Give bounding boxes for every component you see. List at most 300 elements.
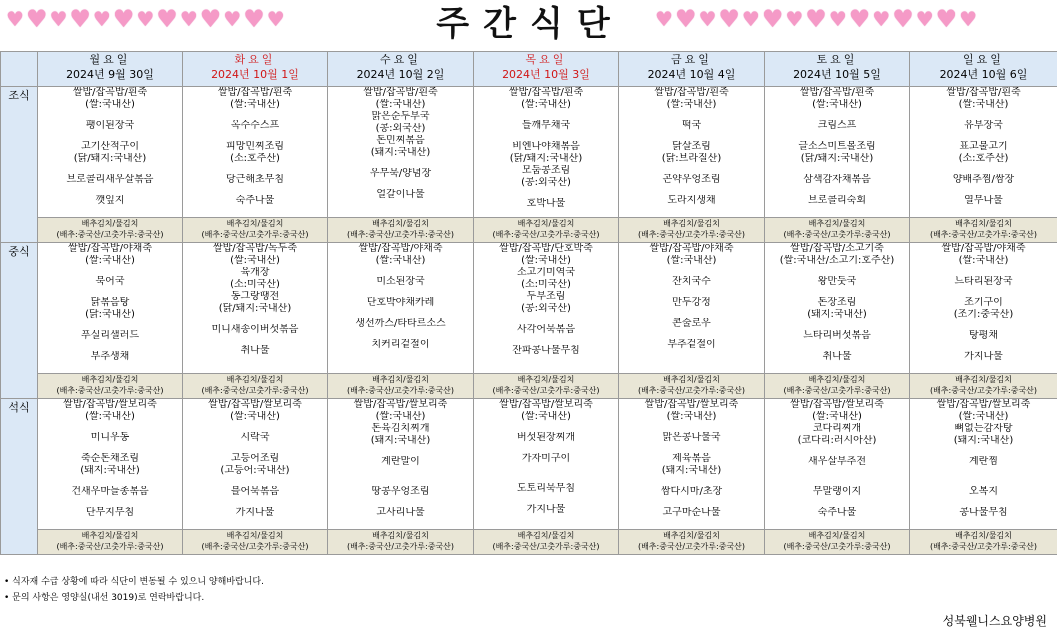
heart-icon: ♥ [655, 7, 673, 31]
menu-item: 고기산적구이 [81, 141, 139, 152]
menu-cell [328, 243, 474, 374]
day-name: 목요일 [525, 53, 567, 66]
day-name: 월요일 [89, 53, 131, 66]
corner-cell [1, 52, 38, 87]
kimchi-name: 배추김치/물김치 [663, 531, 720, 540]
menu-item: (돼지:국내산) [953, 435, 1014, 446]
menu-item: (소:미국산) [521, 279, 571, 290]
kimchi-cell [183, 374, 328, 399]
heart-icon: ♥ [6, 7, 24, 31]
heart-icon: ♥ [223, 7, 242, 31]
kimchi-cell [328, 374, 474, 399]
heart-icon: ♥ [136, 7, 155, 31]
kimchi-origin: (배추:중국산/고춧가루:중국산) [346, 230, 455, 239]
menu-cell [474, 87, 619, 218]
kimchi-cell [765, 218, 910, 243]
day-header-4 [619, 52, 765, 87]
day-date: 2024년 10월 1일 [211, 68, 299, 81]
menu-item: 미니새송이버섯볶음 [211, 324, 299, 335]
day-date: 2024년 10월 4일 [647, 68, 736, 81]
menu-item: 취나물 [822, 351, 852, 362]
menu-item: 쌀밥/잡곡밥/흰죽 [654, 87, 729, 98]
menu-item: (닭/돼지:국내산) [218, 303, 292, 314]
kimchi-origin: (배추:중국산/고춧가루:중국산) [637, 230, 746, 239]
menu-item: 양배추찜/쌈장 [952, 174, 1015, 185]
menu-item: (쌀:국내산) [85, 411, 135, 422]
menu-item: 가자미구이 [521, 453, 571, 464]
heart-icon: ♥ [674, 5, 697, 33]
menu-item: 동그랑땡전 [230, 291, 280, 302]
menu-item: 돈육김치찌개 [371, 423, 430, 434]
menu-item: 사각어묵볶음 [517, 324, 575, 335]
heart-icon: ♥ [49, 7, 68, 31]
menu-cell [183, 399, 328, 530]
menu-item: 돈장조림 [817, 297, 857, 308]
menu-item: 만두강정 [672, 297, 711, 308]
menu-cell [765, 399, 910, 530]
menu-cell [38, 399, 183, 530]
kimchi-cell [474, 218, 619, 243]
menu-item: (쌀:국내산) [666, 255, 717, 266]
kimchi-origin: (배추:중국산/고춧가루:중국산) [637, 386, 746, 395]
menu-item: 쌀밥/잡곡밥/쌀보리죽 [353, 399, 448, 410]
menu-item: (돼지:국내산) [370, 147, 431, 158]
menu-item: 콘술로우 [672, 318, 711, 329]
menu-item: (쌀:국내산) [230, 411, 280, 422]
kimchi-name: 배추김치/물김치 [808, 375, 866, 384]
menu-item: 쌀밥/잡곡밥/쌀보리죽 [499, 399, 593, 410]
menu-item: (쌀:국내산) [375, 99, 426, 110]
menu-item: 버섯된장찌개 [517, 432, 575, 443]
menu-item: 쌀밥/잡곡밥/흰죽 [508, 87, 584, 98]
kimchi-cell [619, 218, 765, 243]
kimchi-cell [765, 530, 910, 555]
heart-icon: ♥ [69, 5, 91, 33]
menu-item: (닭/돼지:국내산) [509, 153, 583, 164]
heart-icon: ♥ [805, 5, 827, 33]
menu-item: 잔치국수 [672, 276, 711, 287]
menu-item: 쌀밥/잡곡밥/야채죽 [358, 243, 443, 254]
menu-item: 두부조림 [526, 291, 566, 302]
hospital-name: 성북웰니스요양병원 [942, 614, 1047, 628]
day-header-3 [474, 52, 619, 87]
menu-item: (콩:외국산) [521, 177, 571, 188]
menu-item: 쌀밥/잡곡밥/야채죽 [941, 243, 1026, 254]
menu-item: 비엔나야채볶음 [512, 141, 580, 152]
menu-cell [910, 87, 1057, 218]
menu-item: 도토리묵무침 [517, 483, 575, 494]
menu-item: 깻잎지 [95, 195, 125, 206]
kimchi-origin: (배추:중국산/고춧가루:중국산) [346, 542, 455, 551]
meal-row-1 [1, 243, 1057, 374]
menu-item: 가지나물 [235, 507, 275, 518]
menu-item: 옥수수스프 [230, 120, 280, 131]
kimchi-origin: (배추:중국산/고춧가루:중국산) [492, 230, 600, 239]
menu-item: (쌀:국내산) [812, 99, 862, 110]
menu-cell [765, 87, 910, 218]
menu-item: 부추생채 [90, 351, 130, 362]
menu-item: 쌀밥/잡곡밥/흰죽 [217, 87, 293, 98]
kimchi-row [1, 530, 1057, 555]
menu-item: (쌀:국내산) [230, 255, 280, 266]
day-header-6 [910, 52, 1057, 87]
menu-item: (쌀:국내산) [375, 411, 426, 422]
kimchi-origin: (배추:중국산/고춧가루:중국산) [56, 542, 164, 551]
kimchi-cell [38, 530, 183, 555]
menu-item: 치커리겉절이 [371, 339, 430, 350]
heart-decoration-right [655, 5, 978, 34]
day-name: 일요일 [963, 53, 1004, 66]
menu-cell [38, 243, 183, 374]
menu-item: 숙주나물 [235, 195, 275, 206]
menu-item: (쌀:국내산) [521, 255, 571, 266]
menu-item: 삼색감자채볶음 [803, 174, 871, 185]
kimchi-origin: (배추:중국산/고춧가루:중국산) [492, 542, 600, 551]
menu-item: (쌀:국내산) [85, 255, 135, 266]
menu-item: 계란찜 [969, 456, 998, 467]
menu-item: 우무묵/양념장 [369, 168, 432, 179]
menu-item: 단무지무침 [85, 507, 135, 518]
menu-item: 푸실리샐러드 [81, 330, 139, 341]
menu-item: 쌀밥/잡곡밥/흰죽 [799, 87, 875, 98]
heart-icon: ♥ [179, 7, 198, 31]
menu-item: 콩나물무침 [959, 507, 1008, 518]
kimchi-cell [910, 218, 1057, 243]
menu-item: 브로콜리새우살볶음 [66, 174, 154, 185]
menu-item: 도라지생채 [667, 195, 716, 206]
heart-icon: ♥ [848, 5, 871, 33]
menu-cell [619, 87, 765, 218]
menu-item: 미소된장국 [376, 276, 425, 287]
kimchi-origin: (배추:중국산/고춧가루:중국산) [783, 386, 891, 395]
menu-item: (돼지:국내산) [807, 309, 867, 320]
kimchi-cell [910, 530, 1057, 555]
menu-item: 닭살조림 [672, 141, 711, 152]
day-date: 2024년 10월 3일 [502, 68, 590, 81]
menu-cell [183, 243, 328, 374]
kimchi-name: 배추김치/물김치 [81, 219, 139, 228]
menu-cell [328, 399, 474, 530]
menu-item: 뼈없는감자탕 [954, 423, 1013, 434]
day-name: 토요일 [816, 53, 858, 66]
menu-item: (콩:외국산) [375, 123, 426, 134]
kimchi-name: 배추김치/물김치 [81, 375, 139, 384]
kimchi-cell [183, 530, 328, 555]
kimchi-origin: (배추:중국산/고춧가루:중국산) [201, 230, 309, 239]
menu-item: 쌀밥/잡곡밥/쌀보리죽 [936, 399, 1031, 410]
menu-item: 새우살부추전 [808, 456, 866, 467]
menu-item: (닭:브라질산) [661, 153, 722, 164]
heart-icon: ♥ [959, 7, 978, 31]
kimchi-cell [328, 530, 474, 555]
heart-icon: ♥ [112, 5, 135, 33]
menu-item: 숙주나물 [817, 507, 857, 518]
menu-item: 쌀밥/잡곡밥/흰죽 [946, 87, 1021, 98]
heart-icon: ♥ [935, 5, 958, 33]
kimchi-name: 배추김치/물김치 [955, 375, 1012, 384]
menu-item: (쌀:국내산/소고기:호주산) [779, 255, 895, 266]
menu-item: 잔파콩나물무침 [512, 345, 580, 356]
menu-item: 취나물 [240, 345, 270, 356]
menu-item: 쌀밥/잡곡밥/쌀보리죽 [644, 399, 739, 410]
day-name: 수요일 [380, 53, 421, 66]
weekly-menu-table [0, 51, 1057, 555]
day-date: 2024년 10월 6일 [939, 68, 1028, 81]
menu-cell [38, 87, 183, 218]
menu-item: (쌀:국내산) [230, 99, 280, 110]
menu-cell [328, 87, 474, 218]
menu-item: 느타리된장국 [954, 276, 1013, 287]
heart-icon: ♥ [698, 7, 717, 31]
menu-item: 쌈다시마/초장 [660, 486, 723, 497]
kimchi-origin: (배추:중국산/고춧가루:중국산) [201, 542, 309, 551]
day-date: 2024년 10월 5일 [793, 68, 881, 81]
menu-item: (쌀:국내산) [521, 411, 571, 422]
menu-item: (닭/돼지:국내산) [73, 153, 147, 164]
meal-label: 중식 [1, 243, 38, 399]
menu-item: 맑은콩나물국 [662, 432, 721, 443]
heart-icon: ♥ [156, 5, 178, 33]
kimchi-origin: (배추:중국산/고춧가루:중국산) [929, 386, 1038, 395]
note-line: • 문의 사항은 영양실(내선 3019)로 연락바랍니다. [4, 593, 205, 603]
day-date: 2024년 10월 2일 [356, 68, 445, 81]
kimchi-origin: (배추:중국산/고춧가루:중국산) [929, 542, 1038, 551]
day-header-2 [328, 52, 474, 87]
heart-icon: ♥ [266, 7, 285, 31]
kimchi-name: 배추김치/물김치 [663, 219, 720, 228]
menu-cell [474, 399, 619, 530]
kimchi-name: 배추김치/물김치 [955, 531, 1012, 540]
menu-item: (닭:국내산) [85, 309, 135, 320]
menu-cell [910, 243, 1057, 374]
menu-item: 쌀밥/잡곡밥/쌀보리죽 [63, 399, 157, 410]
menu-item: 고구마순나물 [662, 507, 721, 518]
heart-icon: ♥ [92, 7, 111, 31]
kimchi-cell [474, 374, 619, 399]
menu-item: 닭볶음탕 [90, 297, 130, 308]
kimchi-row [1, 374, 1057, 399]
menu-item: 쌀밥/잡곡밥/쌀보리죽 [208, 399, 302, 410]
menu-item: 가지나물 [526, 504, 566, 515]
meal-row-2 [1, 399, 1057, 530]
kimchi-name: 배추김치/물김치 [81, 531, 139, 540]
menu-item: 조기구이 [964, 297, 1003, 308]
kimchi-origin: (배추:중국산/고춧가루:중국산) [929, 230, 1038, 239]
menu-item: 고사리나물 [376, 507, 425, 518]
menu-item: 브로콜리숙회 [808, 195, 866, 206]
kimchi-name: 배추김치/물김치 [372, 531, 429, 540]
menu-item: (소:호주산) [230, 153, 280, 164]
menu-item: 돈민찌볶음 [376, 135, 425, 146]
menu-item: 탕평채 [969, 330, 998, 341]
note-line: • 식자재 수급 상황에 따라 식단이 변동될 수 있으니 양해바랍니다. [4, 577, 264, 587]
menu-item: 생선까스/타타르소스 [355, 318, 446, 329]
menu-item: (쌀:국내산) [666, 411, 717, 422]
heart-icon: ♥ [785, 7, 804, 31]
menu-item: (코다리:러시아산) [797, 435, 877, 446]
menu-item: 계란말이 [381, 456, 420, 467]
menu-item: 육개장 [240, 267, 270, 278]
meal-row-0 [1, 87, 1057, 218]
kimchi-name: 배추김치/물김치 [517, 375, 575, 384]
kimchi-name: 배추김치/물김치 [226, 375, 284, 384]
menu-cell [619, 399, 765, 530]
kimchi-origin: (배추:중국산/고춧가루:중국산) [56, 230, 164, 239]
menu-item: 크림스프 [817, 120, 857, 131]
menu-item: 북어국 [95, 276, 125, 287]
menu-item: 맑은순두부국 [371, 111, 430, 122]
kimchi-name: 배추김치/물김치 [517, 531, 575, 540]
menu-item: 고등어조림 [230, 453, 280, 464]
notes [4, 574, 264, 606]
menu-item: 열무나물 [964, 195, 1003, 206]
heart-icon: ♥ [243, 5, 265, 33]
kimchi-origin: (배추:중국산/고춧가루:중국산) [56, 386, 164, 395]
menu-item: 미니우동 [90, 432, 130, 443]
menu-cell [183, 87, 328, 218]
kimchi-cell [474, 530, 619, 555]
menu-item: 쌀밥/잡곡밥/쌀보리죽 [790, 399, 884, 410]
menu-item: (쌀:국내산) [375, 255, 426, 266]
kimchi-name: 배추김치/물김치 [663, 375, 720, 384]
menu-item: 제육볶음 [672, 453, 711, 464]
kimchi-name: 배추김치/물김치 [372, 219, 429, 228]
kimchi-name: 배추김치/물김치 [955, 219, 1012, 228]
kimchi-name: 배추김치/물김치 [372, 375, 429, 384]
menu-item: 쌀밥/잡곡밥/흰죽 [72, 87, 148, 98]
kimchi-cell [38, 218, 183, 243]
kimchi-name: 배추김치/물김치 [226, 219, 284, 228]
day-date: 2024년 9월 30일 [66, 68, 154, 81]
menu-item: 느타리버섯볶음 [803, 330, 871, 341]
heart-icon: ♥ [915, 7, 934, 31]
meal-label: 석식 [1, 399, 38, 555]
menu-item: 왕만둣국 [817, 276, 857, 287]
menu-item: 쌀밥/잡곡밥/단호박죽 [499, 243, 593, 254]
day-header-row [1, 52, 1057, 87]
menu-item: 단호박야채카레 [366, 297, 435, 308]
kimchi-cell [328, 218, 474, 243]
kimchi-name: 배추김치/물김치 [517, 219, 575, 228]
heart-icon: ♥ [892, 5, 914, 33]
kimchi-cell [38, 374, 183, 399]
heart-icon: ♥ [828, 7, 847, 31]
menu-item: 블어묵볶음 [230, 486, 280, 497]
kimchi-cell [765, 374, 910, 399]
heart-icon: ♥ [741, 7, 760, 31]
kimchi-name: 배추김치/물김치 [808, 531, 866, 540]
menu-item: (고등어:국내산) [220, 465, 290, 476]
menu-item: 땅콩우엉조림 [371, 486, 430, 497]
page-title: 주간식단 [436, 4, 624, 44]
meal-label: 조식 [1, 87, 38, 243]
menu-item: 가지나물 [964, 351, 1003, 362]
menu-cell [910, 399, 1057, 530]
menu-item: 소고기미역국 [517, 267, 575, 278]
kimchi-origin: (배추:중국산/고춧가루:중국산) [201, 386, 309, 395]
menu-item: 쌀밥/잡곡밥/흰죽 [363, 87, 438, 98]
kimchi-origin: (배추:중국산/고춧가루:중국산) [783, 542, 891, 551]
menu-item: 오복지 [969, 486, 998, 497]
kimchi-origin: (배추:중국산/고춧가루:중국산) [637, 542, 746, 551]
menu-item: 시락국 [240, 432, 270, 443]
menu-item: 팽이된장국 [85, 120, 135, 131]
heart-icon: ♥ [872, 7, 891, 31]
kimchi-cell [619, 374, 765, 399]
menu-item: (쌀:국내산) [666, 99, 717, 110]
heart-icon: ♥ [761, 5, 784, 33]
menu-item: (닭/돼지:국내산) [800, 153, 874, 164]
menu-item: (콩:외국산) [521, 303, 571, 314]
menu-item: (조기:중국산) [953, 309, 1014, 320]
menu-item: 글소스미트볼조림 [798, 141, 876, 152]
heart-icon: ♥ [199, 5, 222, 33]
kimchi-cell [619, 530, 765, 555]
menu-item: (쌀:국내산) [958, 411, 1009, 422]
menu-item: 쌀밥/잡곡밥/소고기죽 [790, 243, 884, 254]
menu-item: 호박나물 [526, 198, 566, 209]
menu-cell [619, 243, 765, 374]
menu-item: (쌀:국내산) [85, 99, 135, 110]
kimchi-cell [910, 374, 1057, 399]
menu-item: (돼지:국내산) [661, 465, 722, 476]
day-name: 화요일 [234, 53, 276, 66]
menu-item: 쌀밥/잡곡밥/녹두죽 [212, 243, 298, 254]
menu-item: (소:호주산) [958, 153, 1009, 164]
menu-item: 모둠콩조림 [521, 165, 571, 176]
menu-item: 얼갈이나물 [376, 189, 425, 200]
menu-item: 피망민찌조림 [226, 141, 284, 152]
kimchi-origin: (배추:중국산/고춧가루:중국산) [346, 386, 455, 395]
heart-decoration-left [6, 5, 285, 34]
menu-item: (돼지:국내산) [80, 465, 140, 476]
day-header-5 [765, 52, 910, 87]
menu-cell [765, 243, 910, 374]
menu-item: 유부장국 [964, 120, 1003, 131]
menu-item: 부추겉절이 [667, 339, 716, 350]
menu-item: 들깨무채국 [521, 120, 571, 131]
day-name: 금요일 [671, 53, 712, 66]
menu-item: (쌀:국내산) [958, 99, 1009, 110]
kimchi-row [1, 218, 1057, 243]
kimchi-origin: (배추:중국산/고춧가루:중국산) [492, 386, 600, 395]
menu-item: 쌀밥/잡곡밥/야채죽 [649, 243, 734, 254]
menu-item: 죽순돈채조림 [81, 453, 139, 464]
kimchi-cell [183, 218, 328, 243]
menu-item: 떡국 [681, 120, 702, 131]
menu-item: 쌀밥/잡곡밥/야채죽 [67, 243, 153, 254]
menu-item: 코다리찌개 [812, 423, 862, 434]
menu-item: (쌀:국내산) [958, 255, 1009, 266]
menu-item: (소:미국산) [230, 279, 280, 290]
kimchi-name: 배추김치/물김치 [226, 531, 284, 540]
menu-item: 곤약우엉조림 [662, 174, 721, 185]
menu-item: 건새우마늘종볶음 [71, 486, 149, 497]
day-header-0 [38, 52, 183, 87]
day-header-1 [183, 52, 328, 87]
menu-item: 무말랭이지 [812, 486, 862, 497]
kimchi-origin: (배추:중국산/고춧가루:중국산) [783, 230, 891, 239]
menu-cell [474, 243, 619, 374]
title-banner [0, 0, 1057, 44]
heart-icon: ♥ [718, 5, 740, 33]
heart-icon: ♥ [25, 5, 48, 33]
menu-item: 당근해초무침 [226, 174, 284, 185]
menu-item: (돼지:국내산) [370, 435, 431, 446]
menu-item: 표고불고기 [959, 141, 1008, 152]
kimchi-name: 배추김치/물김치 [808, 219, 866, 228]
menu-item: (쌀:국내산) [812, 411, 862, 422]
